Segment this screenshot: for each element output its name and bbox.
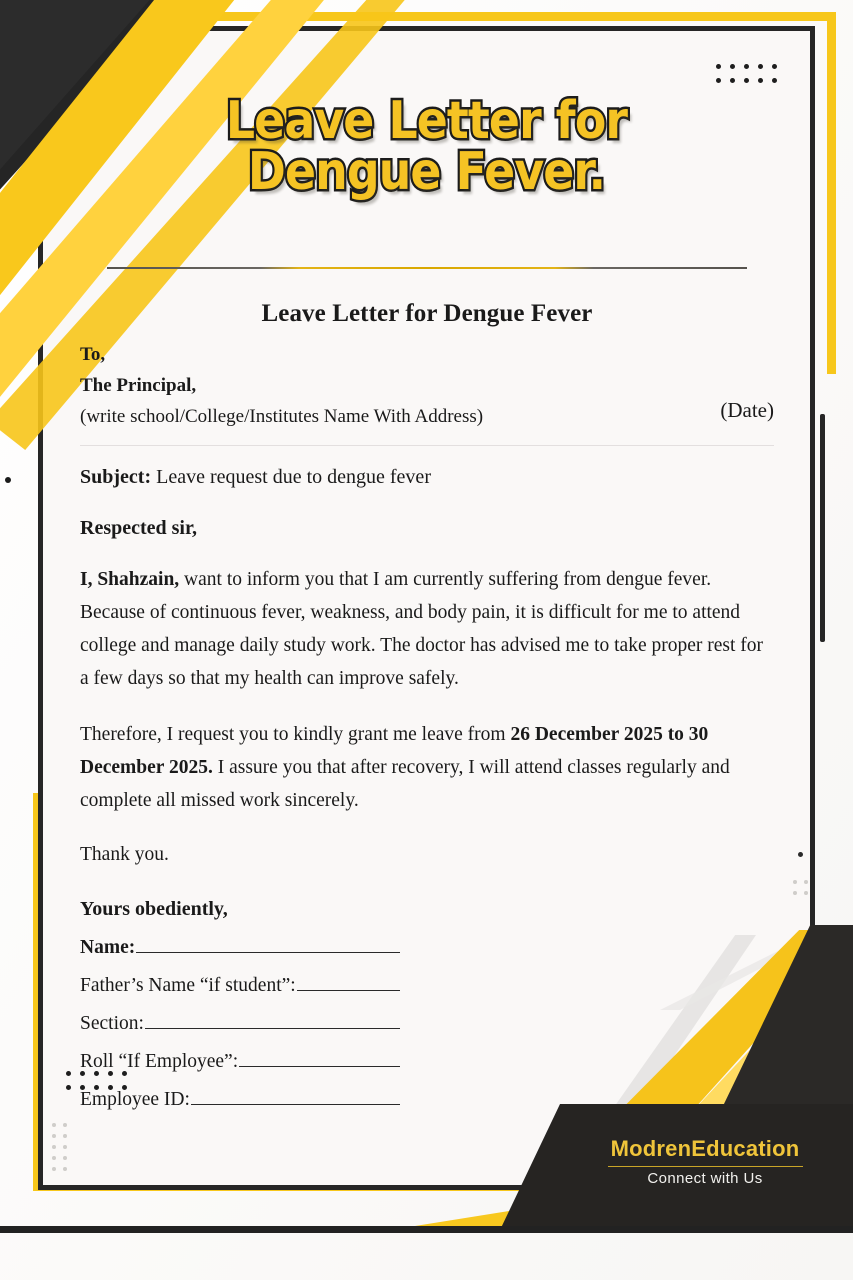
subject-text: Leave request due to dengue fever <box>151 466 431 489</box>
signature-field-row <box>80 1087 400 1111</box>
signature-field-label: Section: <box>80 1012 144 1034</box>
accent-dot-right <box>798 852 803 857</box>
signature-field-row <box>80 1011 400 1035</box>
paragraph-two-dates: 26 December 2025 to 30 December 2025. <box>80 724 709 779</box>
signature-field-blank[interactable] <box>145 1011 400 1029</box>
paragraph-two <box>80 719 774 817</box>
address-to: To, <box>80 344 106 365</box>
paragraph-two-post: I assure you that after recovery, I will attend classes regularly and complete all missed work sincerely. <box>80 757 730 811</box>
brand-tagline: Connect with Us <box>647 1170 763 1187</box>
poster-title-line-1: Leave Letter for <box>225 91 628 151</box>
brand-divider <box>608 1166 803 1167</box>
signature-field-blank[interactable] <box>136 935 400 953</box>
signature-field-blank[interactable] <box>191 1087 400 1105</box>
letter-heading: Leave Letter for Dengue Fever <box>261 300 593 327</box>
signature-field-label: Employee ID: <box>80 1088 190 1110</box>
gold-frame-right <box>827 12 836 374</box>
title-divider-rule <box>107 267 747 269</box>
footer-brand <box>560 1136 850 1187</box>
paragraph-two-pre: Therefore, I request you to kindly grant me leave from <box>80 724 511 746</box>
thank-you-line: Thank you. <box>80 843 169 865</box>
signature-field-blank[interactable] <box>239 1049 400 1067</box>
address-institute-hint: (write school/College/Institutes Name With Address) <box>80 405 484 427</box>
dot-grid-corner-faint <box>52 1123 67 1171</box>
poster-title-line-2: Dengue Fever. <box>247 141 606 202</box>
dark-accent-bar-right <box>820 414 825 642</box>
address-block <box>80 340 774 432</box>
letter-body <box>80 300 774 1125</box>
address-recipient: The Principal, <box>80 374 197 396</box>
date-placeholder: (Date) <box>720 398 774 422</box>
signature-field-label: Father’s Name “if student”: <box>80 974 296 996</box>
dot-grid-top-right <box>716 64 777 83</box>
signature-field-label: Name: <box>80 936 136 958</box>
salutation: Respected sir, <box>80 517 198 540</box>
bottom-dark-bar <box>0 1226 853 1233</box>
poster-title <box>85 91 769 202</box>
signature-field-label: Roll “If Employee”: <box>80 1050 239 1072</box>
signature-field-row <box>80 1049 400 1073</box>
brand-name: ModrenEducation <box>610 1136 800 1161</box>
signoff-line: Yours obediently, <box>80 897 228 920</box>
address-divider <box>80 445 774 446</box>
paragraph-one-bold-name: I, Shahzain, <box>80 569 180 591</box>
dot-grid-right-faint <box>793 880 808 895</box>
paragraph-one-text: want to inform you that I am currently suffering from dengue fever. Because of continuous fever, weakness, and body pain, it is difficult for me to attend college and manage daily study work. The doctor has advised me to take proper rest for a few days so that my health can improve safely. <box>80 569 764 689</box>
subject-line <box>80 466 774 489</box>
subject-label: Subject: <box>80 466 152 489</box>
paragraph-one <box>80 564 774 695</box>
signature-field-row <box>80 973 400 997</box>
signature-field-blank[interactable] <box>297 973 400 991</box>
signature-field-row <box>80 935 400 959</box>
accent-dot-left <box>5 477 11 483</box>
